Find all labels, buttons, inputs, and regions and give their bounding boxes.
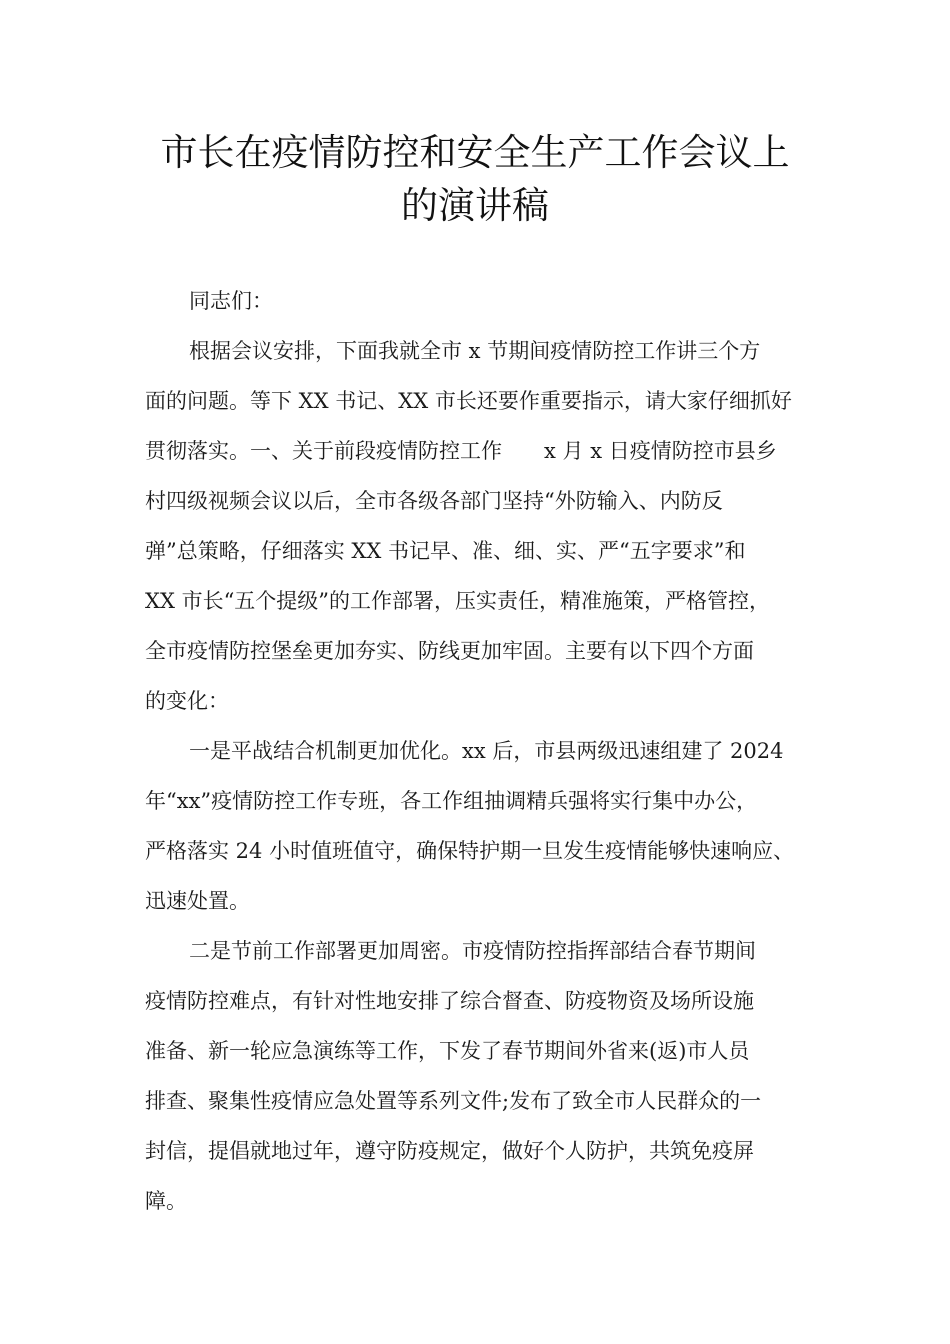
body-line: 的变化： [145,689,229,713]
body-line: XX 市长“五个提级”的工作部署，压实责任，精准施策，严格管控， [145,589,771,613]
document-title-line-2: 的演讲稿 [401,184,549,227]
body-line: 一是平战结合机制更加优化。xx 后，市县两级迅速组建了 2024 [189,739,784,763]
body-line: 排查、聚集性疫情应急处置等系列文件;发布了致全市人民群众的一 [145,1089,762,1113]
body-line: 弹”总策略，仔细落实 XX 书记早、准、细、实、严“五字要求”和 [145,539,746,563]
body-line: 村四级视频会议以后，全市各级各部门坚持“外防输入、内防反 [145,489,723,513]
document-title-line-1: 市长在疫情防控和安全生产工作会议上 [160,131,790,174]
body-line: 准备、新一轮应急演练等工作，下发了春节期间外省来(返)市人员 [145,1039,750,1063]
body-line: 疫情防控难点，有针对性地安排了综合督查、防疫物资及场所设施 [145,989,754,1013]
body-line: 根据会议安排，下面我就全市 x 节期间疫情防控工作讲三个方 [189,339,761,363]
salutation: 同志们： [189,289,273,313]
body-line: 封信，提倡就地过年，遵守防疫规定，做好个人防护，共筑免疫屏 [145,1139,754,1163]
body-line: 障。 [145,1189,187,1213]
body-line: 全市疫情防控堡垒更加夯实、防线更加牢固。主要有以下四个方面 [145,639,754,663]
body-line: 年“xx”疫情防控工作专班，各工作组抽调精兵强将实行集中办公， [145,789,758,813]
body-line: 贯彻落实。一、关于前段疫情防控工作 x 月 x 日疫情防控市县乡 [145,439,777,463]
body-line: 迅速处置。 [145,889,250,913]
body-line: 二是节前工作部署更加周密。市疫情防控指挥部结合春节期间 [189,939,756,963]
body-line: 面的问题。等下 XX 书记、XX 市长还要作重要指示，请大家仔细抓好 [145,389,792,413]
body-line: 严格落实 24 小时值班值守，确保特护期一旦发生疫情能够快速响应、 [145,839,795,863]
